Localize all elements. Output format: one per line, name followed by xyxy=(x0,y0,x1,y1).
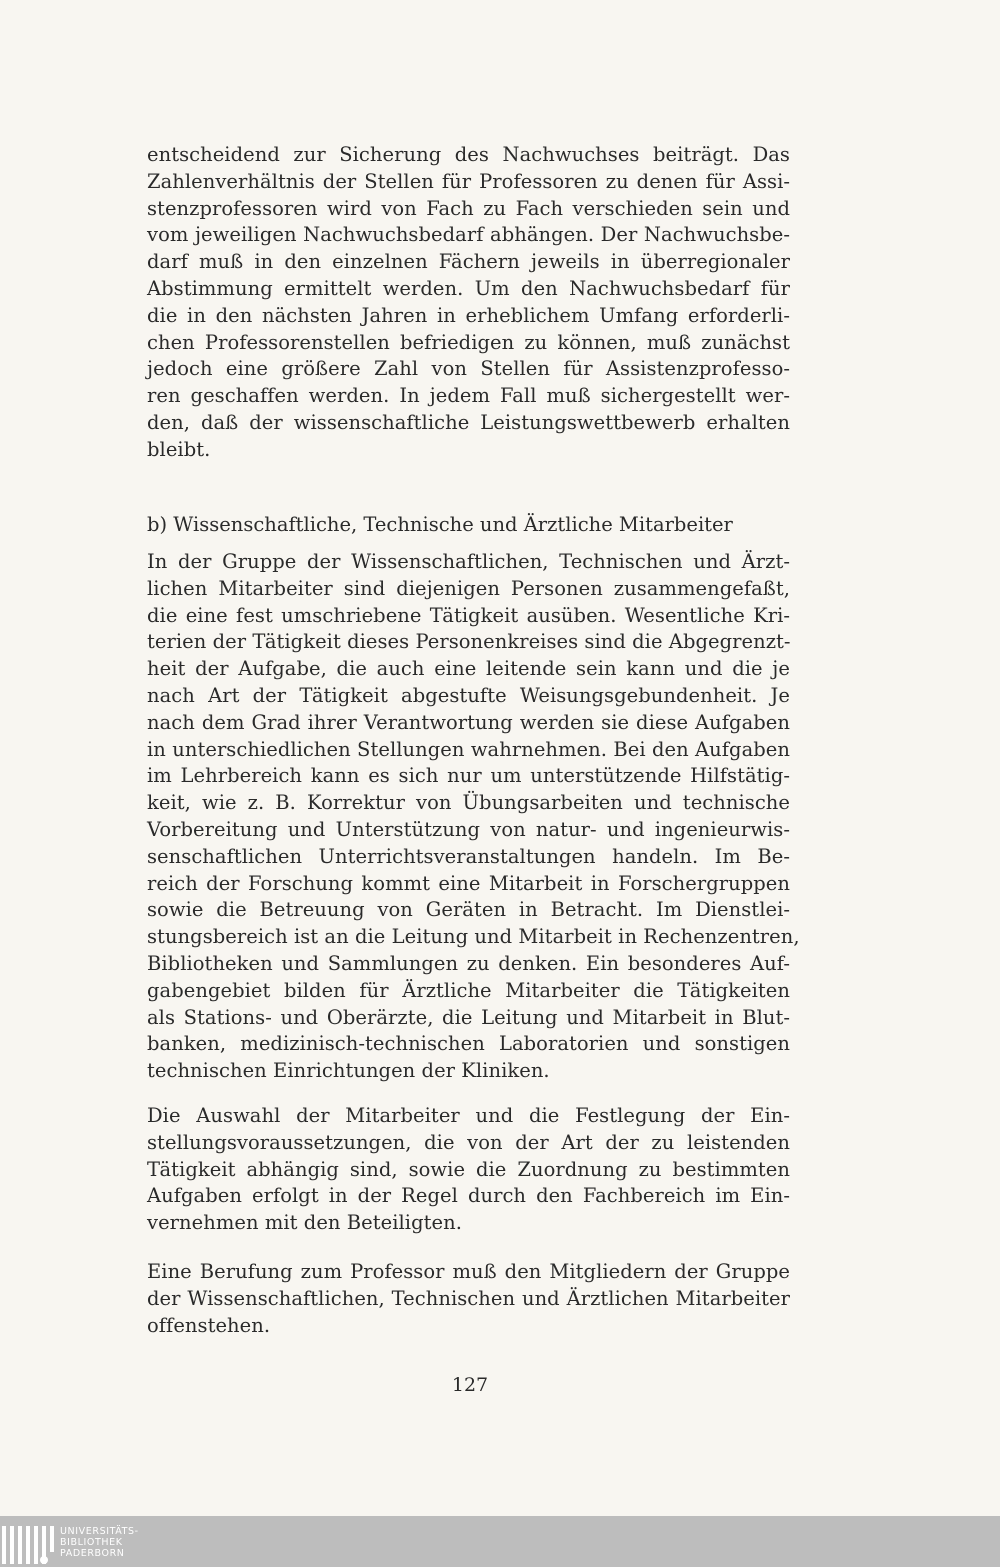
text-line: Vorbereitung und Unterstützung von natur- und ingenieurwis- xyxy=(147,817,790,841)
section-heading: b) Wissenschaftliche, Technische und Ärztliche Mitarbeiter xyxy=(147,513,733,536)
logo-dot-icon xyxy=(40,1556,48,1564)
text-line: stellungsvoraussetzungen, die von der Art der zu leistenden xyxy=(147,1130,790,1154)
paragraph-3 xyxy=(147,1103,790,1237)
paragraph-4 xyxy=(147,1259,790,1339)
text-line: im Lehrbereich kann es sich nur um unterstützende Hilfstätig- xyxy=(147,764,790,788)
text-line: bleibt. xyxy=(147,437,211,461)
logo-line: UNIVERSITÄTS- xyxy=(60,1526,139,1537)
text-line: Aufgaben erfolgt in der Regel durch den Fachbereich im Ein- xyxy=(147,1184,790,1208)
text-line: die eine fest umschriebene Tätigkeit ausüben. Wesentliche Kri- xyxy=(147,603,790,627)
text-line: darf muß in den einzelnen Fächern jeweils in überregionaler xyxy=(147,250,790,274)
text-line: senschaftlichen Unterrichtsveranstaltungen handeln. Im Be- xyxy=(147,844,790,868)
text-line: chen Professorenstellen befriedigen zu können, muß zunächst xyxy=(147,330,790,354)
library-footer-bar xyxy=(0,1516,1000,1567)
text-line: In der Gruppe der Wissenschaftlichen, Technischen und Ärzt- xyxy=(147,550,790,573)
text-line: Die Auswahl der Mitarbeiter und die Festlegung der Ein- xyxy=(147,1104,790,1127)
text-line: der Wissenschaftlichen, Technischen und Ärztlichen Mitarbeiter xyxy=(147,1286,790,1310)
text-line: lichen Mitarbeiter sind diejenigen Personen zusammengefaßt, xyxy=(147,576,790,600)
text-line: als Stations- und Oberärzte, die Leitung und Mitarbeit in Blut- xyxy=(147,1005,790,1029)
logo-text xyxy=(60,1526,139,1559)
text-line: terien der Tätigkeit dieses Personenkreises sind die Abgegrenzt- xyxy=(147,630,791,654)
text-line: den, daß der wissenschaftliche Leistungswettbewerb erhalten xyxy=(147,410,790,434)
text-line: Abstimmung ermittelt werden. Um den Nachwuchsbedarf für xyxy=(147,276,790,300)
text-line: heit der Aufgabe, die auch eine leitende sein kann und die je xyxy=(147,657,790,681)
logo-line: PADERBORN xyxy=(60,1548,125,1559)
paragraph-2 xyxy=(147,549,800,1085)
text-line: in unterschiedlichen Stellungen wahrnehmen. Bei den Aufgaben xyxy=(147,737,790,761)
text-line: gabengebiet bilden für Ärztliche Mitarbeiter die Tätigkeiten xyxy=(147,978,790,1002)
logo-line: BIBLIOTHEK xyxy=(60,1537,123,1548)
text-line: banken, medizinisch-technischen Laboratorien und sonstigen xyxy=(147,1032,790,1056)
text-line: stungsbereich ist an die Leitung und Mitarbeit in Rechenzentren, xyxy=(147,925,800,949)
text-line: entscheidend zur Sicherung des Nachwuchses beiträgt. Das xyxy=(147,143,790,166)
text-line: jedoch eine größere Zahl von Stellen für Assistenzprofesso- xyxy=(147,357,790,381)
text-line: Bibliotheken und Sammlungen zu denken. Ein besonderes Auf- xyxy=(147,951,790,975)
text-line: offenstehen. xyxy=(147,1313,271,1337)
text-line: vom jeweiligen Nachwuchsbedarf abhängen. Der Nachwuchsbe- xyxy=(147,223,790,247)
page-number: 127 xyxy=(451,1374,489,1396)
text-line: vernehmen mit den Beteiligten. xyxy=(147,1211,462,1235)
library-logo xyxy=(2,1526,139,1566)
text-line: reich der Forschung kommt eine Mitarbeit in Forschergruppen xyxy=(147,871,790,895)
text-line: nach Art der Tätigkeit abgestufte Weisungsgebundenheit. Je xyxy=(147,683,790,707)
text-line: nach dem Grad ihrer Verantwortung werden sie diese Aufgaben xyxy=(147,710,790,734)
text-line: keit, wie z. B. Korrektur von Übungsarbeiten und technische xyxy=(147,791,790,815)
text-line: sowie die Betreuung von Geräten in Betracht. Im Dienstlei- xyxy=(147,898,790,922)
text-line: stenzprofessoren wird von Fach zu Fach verschieden sein und xyxy=(147,196,790,220)
text-line: ren geschaffen werden. In jedem Fall muß sichergestellt wer- xyxy=(147,384,790,408)
text-line: die in den nächsten Jahren in erheblichem Umfang erforderli- xyxy=(147,303,790,327)
text-line: technischen Einrichtungen der Kliniken. xyxy=(147,1059,550,1083)
text-line: Zahlenverhältnis der Stellen für Professoren zu denen für Assi- xyxy=(147,169,790,193)
text-line: Eine Berufung zum Professor muß den Mitgliedern der Gruppe xyxy=(147,1260,790,1283)
text-line: Tätigkeit abhängig sind, sowie die Zuordnung zu bestimmten xyxy=(147,1157,790,1181)
paragraph-1 xyxy=(147,142,790,464)
